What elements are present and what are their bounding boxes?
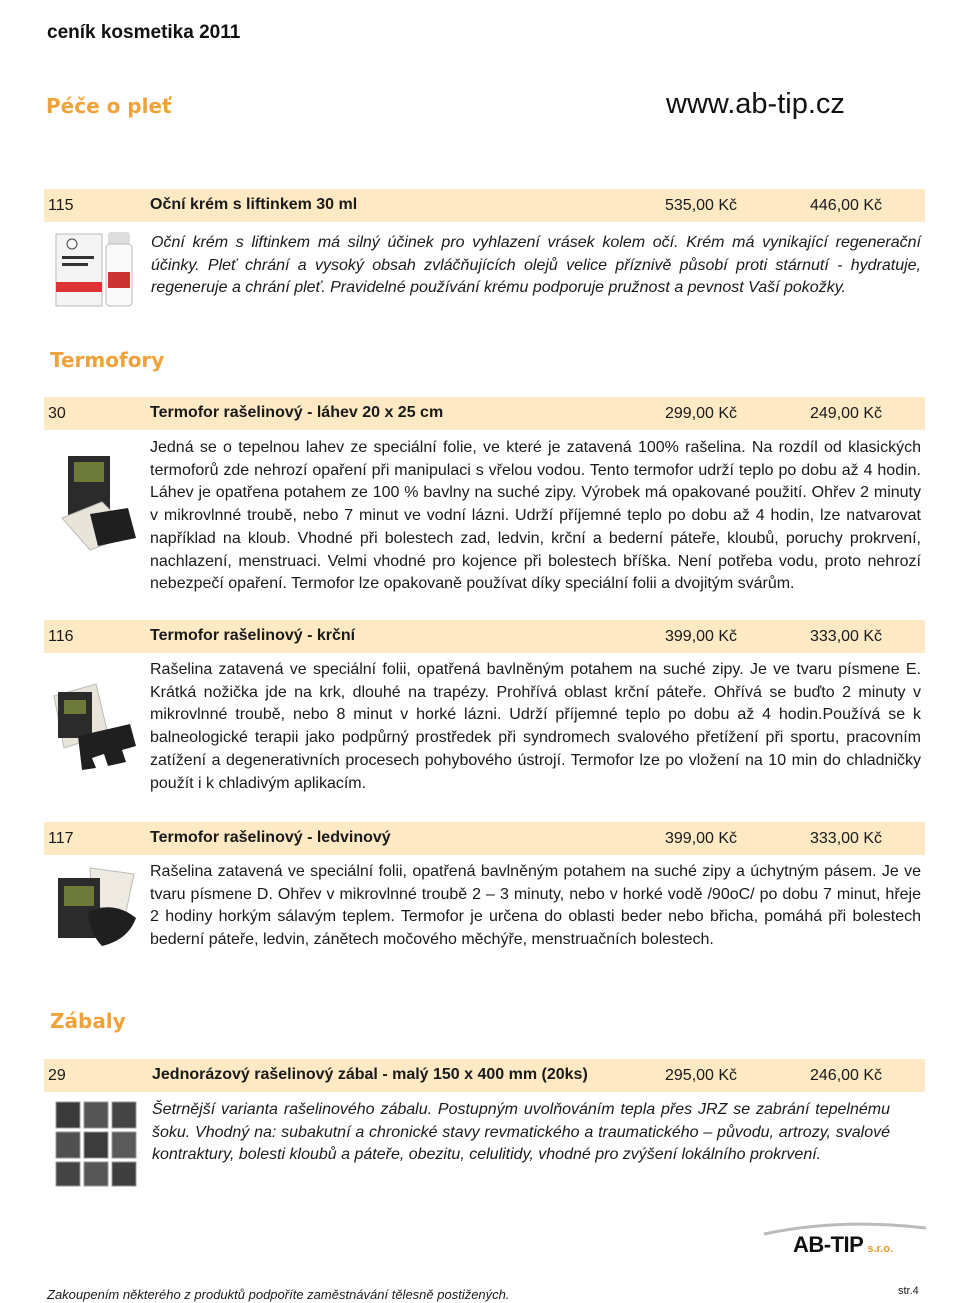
section-title-wraps: Zábaly <box>50 1009 126 1033</box>
product-code: 29 <box>48 1067 66 1084</box>
kidney-heat-pack-product-image <box>50 860 142 957</box>
price-retail: 399,00 Kč <box>665 830 738 847</box>
product-header-116 <box>44 620 925 653</box>
product-header-115 <box>44 189 925 222</box>
product-name: Termofor rašelinový - krční <box>150 627 356 644</box>
price-discount: 246,00 Kč <box>810 1067 883 1084</box>
price-retail: 295,00 Kč <box>665 1067 738 1084</box>
product-code: 116 <box>48 628 74 645</box>
page-number: str.4 <box>898 1285 919 1297</box>
product-name: Termofor rašelinový - ledvinový <box>150 829 391 846</box>
product-description: Oční krém s liftinkem má silný účinek pro vyhlazení vrásek kolem očí. Krém má vynikající regenerační účinky. Pleť chrání a vysoký obsah zvláčňujících olejů velice příznivě působí proti stárnutí - hydratuje, regeneruje a chrání pleť. Pravidelné používání krému podporuje pružnost a pevnost Vaší pokožky. <box>151 234 921 297</box>
product-code: 30 <box>48 405 66 422</box>
product-header-29 <box>44 1059 925 1092</box>
logo-text: AB-TIP <box>793 1232 864 1257</box>
product-name: Termofor rašelinový - láhev 20 x 25 cm <box>150 404 444 421</box>
company-logo <box>793 1232 893 1258</box>
product-description: Jedná se o tepelnou lahev ze speciální folie, ve které je zatavená 100% rašelina. Na rozdíl od klasických termoforů zde nehrozí opaření při manipulaci s vřelou vodou. Tento termofor udrží teplo po dobu až 4 hodin. Láhev je opatřena potahem ze 100 % bavlny na suché zipy. Výrobek má opakované použití. Ohřev 2 minuty v mikrovlnné troubě, nebo 7 minut ve vodní lázni. Udrží příjemné teplo po dobu až 4 hodin, lze natvarovat například na kloub. Vhodné při bolestech zad, ledvin, krční a bederní páteře, kloubů, poruchy prokrvení, nachlazení, menstruaci. Velmi vhodné pro kojence při bolestech bříška. Není potřeba vodu, proto nehrozí nebezpečí opaření. Termofor lze opakovaně používat díky speciální folii a dvojitým svárům. <box>150 439 921 593</box>
website-url[interactable]: www.ab-tip.cz <box>666 88 845 120</box>
price-discount: 249,00 Kč <box>810 405 883 422</box>
product-description: Rašelina zatavená ve speciální folii, opatřená bavlněným potahem na suché zipy. Je ve tvaru písmene E. Krátká nožička jde na krk, dlouhé na trapézy. Prohřívá oblast krční páteře. Ohřívá se buďto 2 minuty v mikrovlnné troubě, nebo 8 minut v horké lázni. Udrží příjemné teplo po dobu až 4 hodin.Používá se k balneologické terapii jako podpůrný prostředek při syndromech svalového přetížení při sportu, pracovním zatížení a degenerativních procesech pohybového ústrojí. Termofor lze po vložení na 10 min do chladničky použít i k chladivým aplikacím. <box>150 661 921 792</box>
section-title-skin-care: Péče o pleť <box>46 94 172 118</box>
footer-note: Zakoupením některého z produktů podpoříte zaměstnávání tělesně postižených. <box>47 1287 510 1302</box>
eye-cream-product-image <box>52 228 142 318</box>
price-retail: 399,00 Kč <box>665 628 738 645</box>
product-header-30 <box>44 397 925 430</box>
peat-bottle-product-image <box>50 452 140 557</box>
product-code: 115 <box>48 197 74 214</box>
product-header-117 <box>44 822 925 855</box>
product-code: 117 <box>48 830 74 847</box>
product-name: Jednorázový rašelinový zábal - malý 150 x 400 mm (20ks) <box>152 1066 588 1083</box>
product-description: Šetrnější varianta rašelinového zábalu. Postupným uvolňováním tepla přes JRZ se zabrání tepelnému šoku. Vhodný na: subakutní a chronické stavy revmatického a traumatického – původu, artrozy, svalové kontraktury, bolesti kloubů a páteře, obezitu, celulitidy, vhodné pro zvýšení lokálního prokrvení. <box>152 1101 890 1164</box>
price-discount: 446,00 Kč <box>810 197 883 214</box>
product-description: Rašelina zatavená ve speciální folii, opatřená bavlněným potahem na suché zipy a úchytným pásem. Je ve tvaru písmene D. Ohřev v mikrovlnné troubě 2 – 3 minuty, nebo v horké vodě /90oC/ po dobu 7 minut, hřeje 2 hodiny horkým sálavým teplem. Termofor je určena do oblasti beder nebo břicha, pomáhá při bolestech bederní páteře, ledvin, zánětech močového měchýře, menstruačních bolestech. <box>150 863 921 949</box>
price-retail: 299,00 Kč <box>665 405 738 422</box>
price-discount: 333,00 Kč <box>810 830 883 847</box>
product-name: Oční krém s liftinkem 30 ml <box>150 196 358 213</box>
section-title-heat-packs: Termofory <box>50 348 165 372</box>
price-discount: 333,00 Kč <box>810 628 883 645</box>
document-title: ceník kosmetika 2011 <box>47 22 241 43</box>
logo-suffix: s.r.o. <box>867 1243 894 1255</box>
peat-wrap-product-image <box>52 1098 142 1195</box>
price-retail: 535,00 Kč <box>665 197 738 214</box>
neck-heat-pack-product-image <box>48 678 140 778</box>
